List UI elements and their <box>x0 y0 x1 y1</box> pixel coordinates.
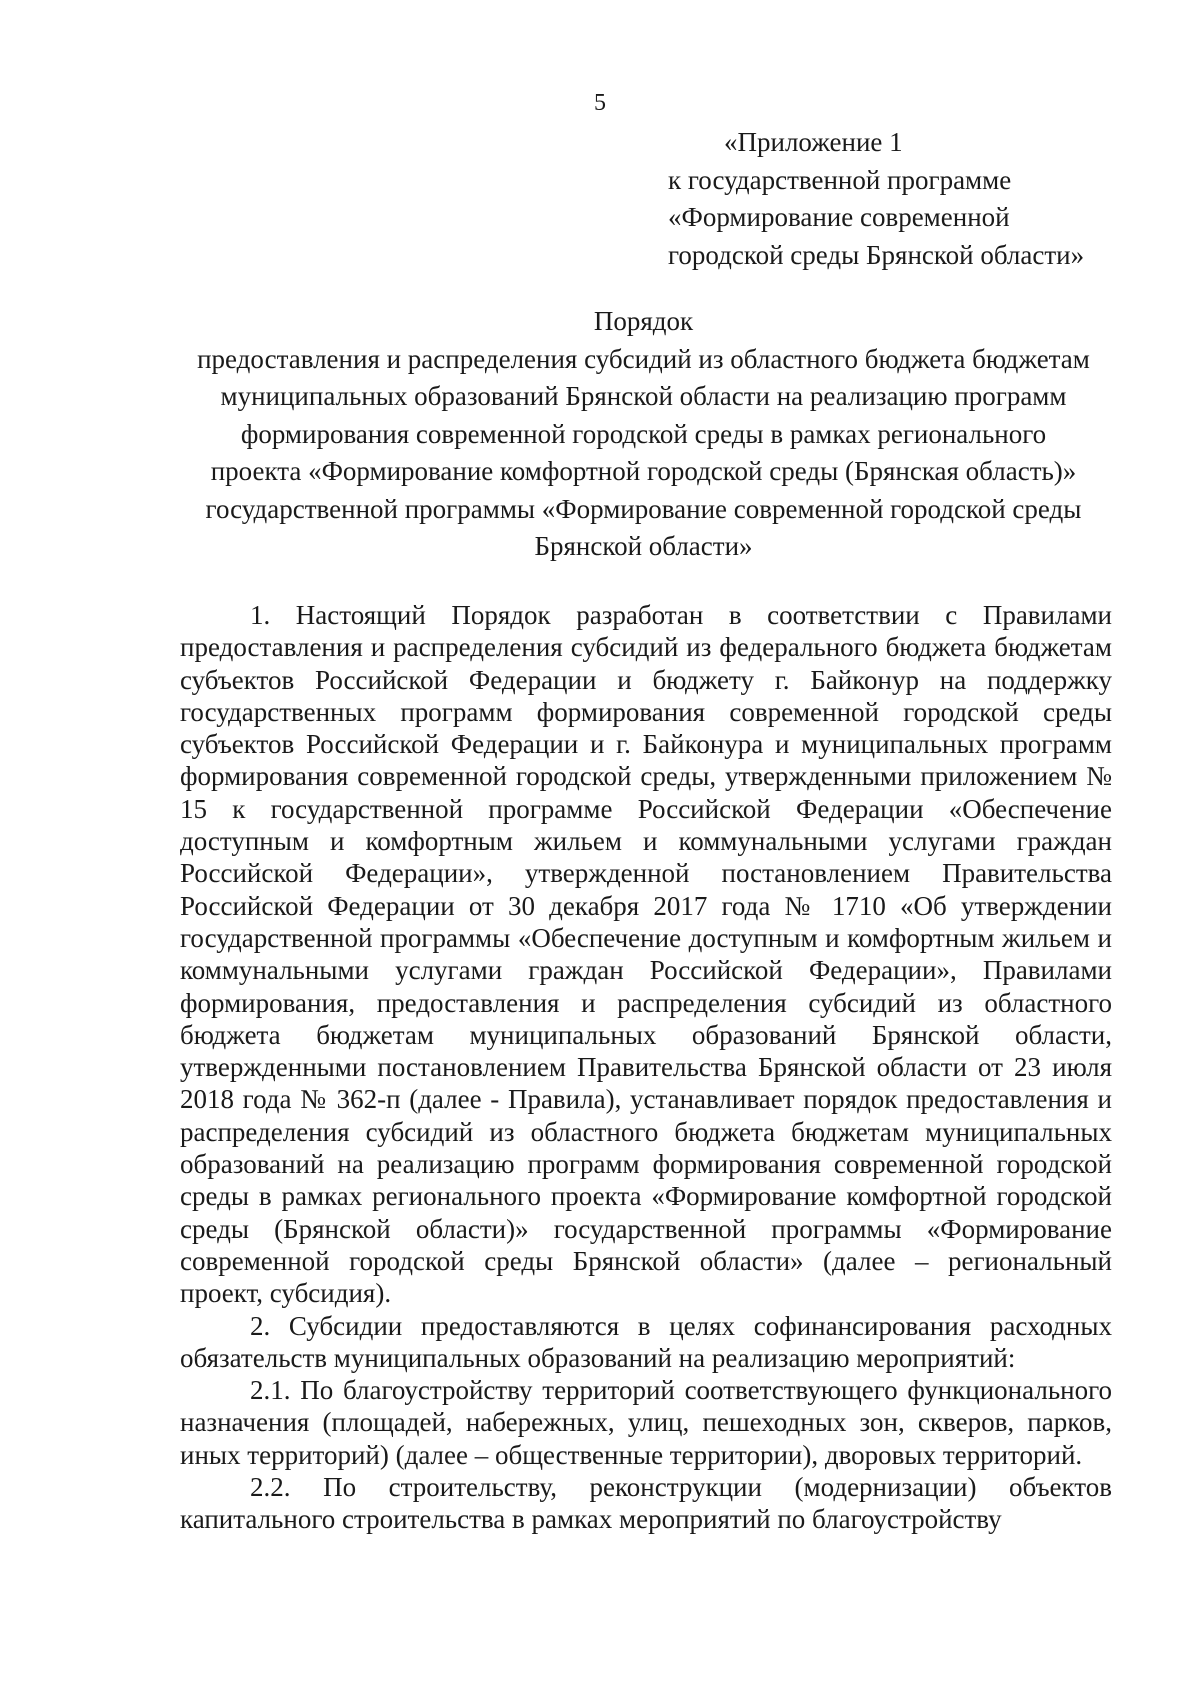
document-body <box>180 599 1112 1536</box>
appendix-line-2: к государственной программе <box>668 164 1012 195</box>
page-number: 5 <box>594 90 606 116</box>
paragraph-2: 2. Субсидии предоставляются в целях софинансирования расходных обязательств муниципальных образований на реализацию мероприятий: <box>180 1310 1112 1373</box>
title-line-3: формирования современной городской среды в рамках регионального <box>240 418 1047 449</box>
appendix-line-3: «Формирование современной <box>668 202 1010 232</box>
appendix-line-1: «Приложение 1 <box>724 127 903 157</box>
paragraph-2-2: 2.2. По строительству, реконструкции (модернизации) объектов капитального строительства в рамках мероприятий по благоустройству <box>180 1472 1112 1535</box>
title-line-1: предоставления и распределения субсидий из областного бюджета бюджетам <box>197 343 1090 374</box>
title-line-2: муниципальных образований Брянской области на реализацию программ <box>220 381 1067 411</box>
appendix-line-4: городской среды Брянской области» <box>668 239 1085 270</box>
title-line-4: проекта «Формирование комфортной городской среды (Брянская область)» <box>210 456 1077 486</box>
title-heading: Порядок <box>593 306 694 336</box>
document-title <box>160 303 1127 566</box>
title-line-5: государственной программы «Формирование современной городской среды <box>205 493 1082 524</box>
appendix-header <box>668 124 1084 274</box>
paragraph-1: 1. Настоящий Порядок разработан в соответствии с Правилами предоставления и распределения субсидий из федерального бюджета бюджетам субъектов Российской Федерации и бюджету г. Байконур на поддержку государственных программ формирования современной городской среды субъектов Российской Федерации и г. Байконура и муниципальных программ формирования современной городской среды, утвержденными приложением № 15 к государственной программе Российской Федерации «Обеспечение доступным и комфортным жильем и коммунальными услугами граждан Российской Федерации», утвержденной постановлением Правительства Российской Федерации от 30 декабря 2017 года № 1710 «Об утверждении государственной программы «Обеспечение доступным и комфортным жильем и коммунальными услугами граждан Российской Федерации», Правилами формирования, предоставления и распределения субсидий из областного бюджета бюджетам муниципальных образований Брянской области, утвержденными постановлением Правительства Брянской области от 23 июля 2018 года № 362-п (далее - Правила), устанавливает порядок предоставления и распределения субсидий из областного бюджета бюджетам муниципальных образований на реализацию программ формирования современной городской среды в рамках регионального проекта «Формирование комфортной городской среды (Брянской области)» государственной программы «Формирование современной городской среды Брянской области» (далее – региональный проект, субсидия). <box>180 600 1112 1309</box>
paragraph-2-1: 2.1. По благоустройству территорий соответствующего функционального назначения (площадей, набережных, улиц, пешеходных зон, скверов, парков, иных территорий) (далее – общественные территории), дворовых территорий. <box>180 1375 1112 1470</box>
title-line-6: Брянской области» <box>534 531 753 561</box>
